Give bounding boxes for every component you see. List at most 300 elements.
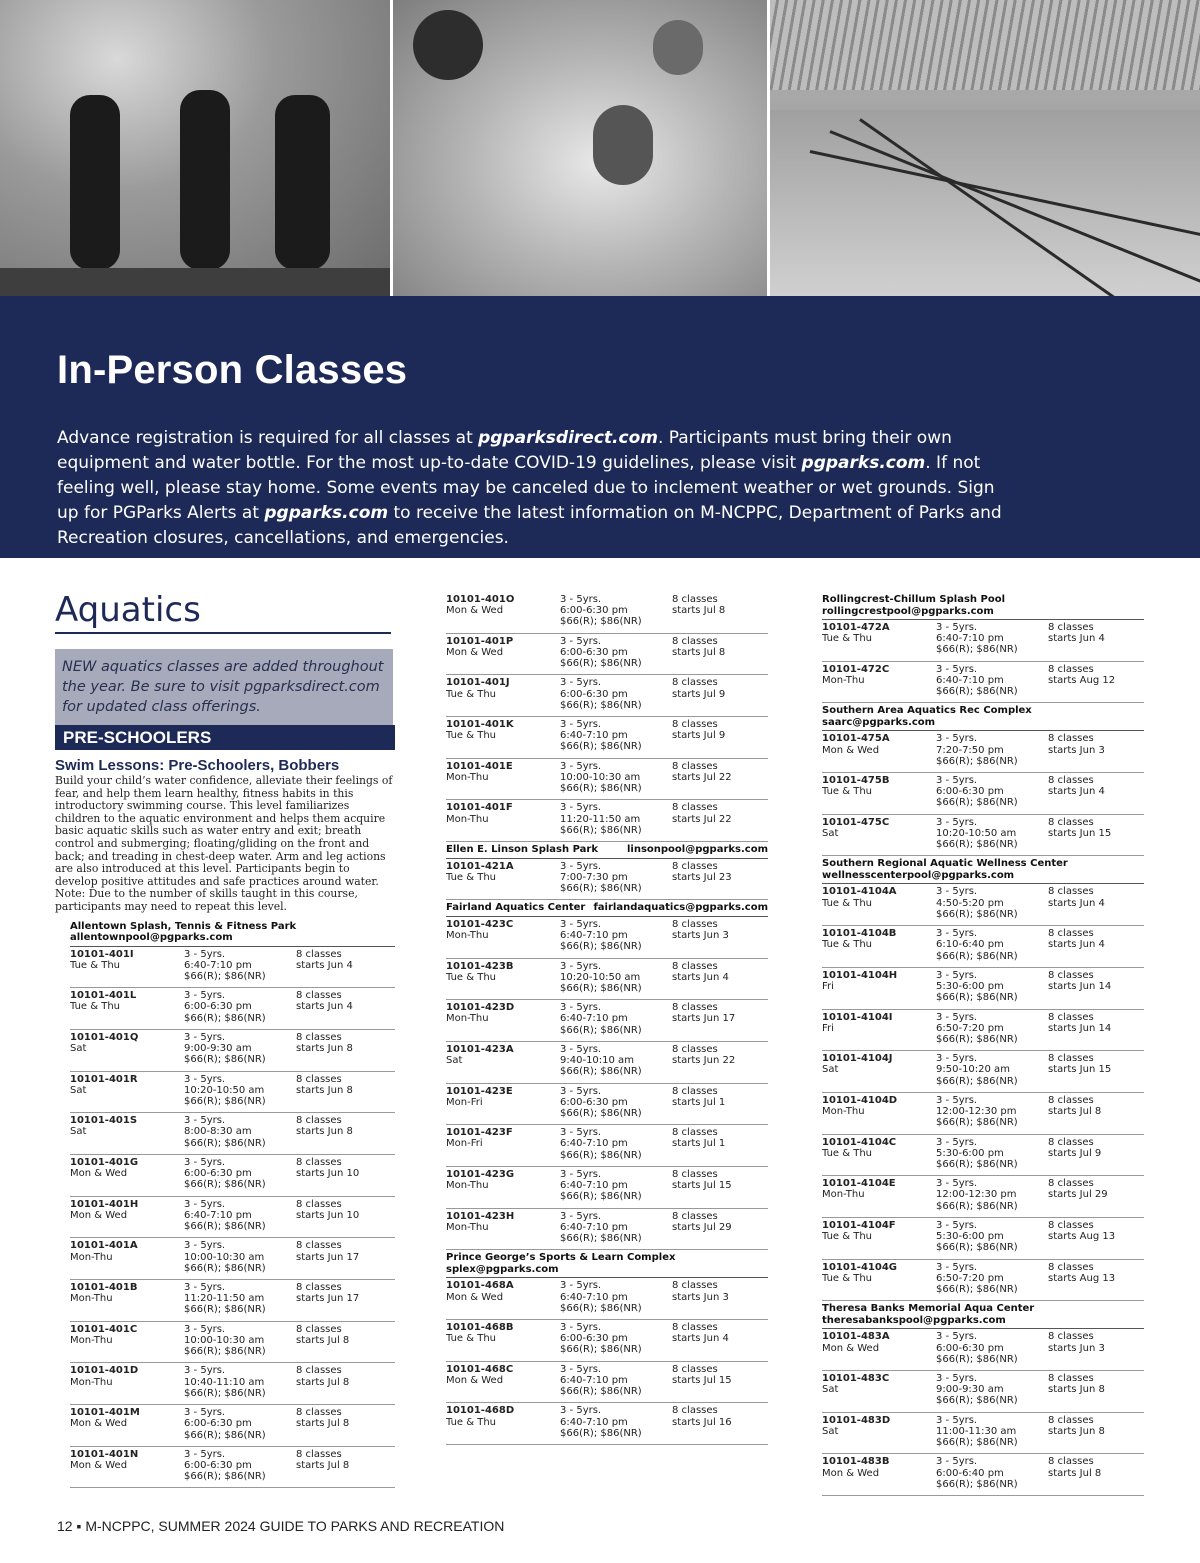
class-time: 7:20-7:50 pm — [936, 744, 1004, 756]
class-session-cell — [672, 961, 768, 1000]
class-age: 3 - 5yrs. — [560, 1322, 602, 1333]
class-row[interactable] — [70, 1072, 395, 1114]
class-days: Tue & Thu — [822, 1147, 873, 1159]
class-days: Mon-Thu — [446, 771, 489, 783]
class-row[interactable] — [822, 1260, 1144, 1302]
class-age: 3 - 5yrs. — [184, 1198, 226, 1210]
class-start: starts Jun 8 — [296, 1126, 353, 1138]
class-row[interactable] — [822, 1051, 1144, 1093]
class-days: Tue & Thu — [822, 939, 873, 951]
class-detail-cell — [560, 919, 672, 958]
class-code: 10101-401E — [446, 760, 513, 772]
venue-block — [55, 919, 395, 1489]
class-start: starts Jul 8 — [1048, 1467, 1102, 1479]
class-days: Mon-Fri — [446, 1138, 483, 1150]
class-age: 3 - 5yrs. — [184, 990, 226, 1002]
class-id-cell — [446, 1002, 560, 1041]
venue-block — [822, 1301, 1144, 1496]
class-count: 8 classes — [1048, 775, 1094, 787]
class-list — [822, 884, 1144, 1301]
class-days: Mon-Thu — [446, 1013, 489, 1025]
class-list — [446, 859, 768, 901]
class-id-cell — [822, 817, 936, 856]
class-days: Mon-Thu — [70, 1251, 113, 1263]
class-days: Mon-Fri — [446, 1096, 483, 1108]
class-start: starts Jul 23 — [672, 871, 732, 883]
class-session-cell — [1048, 1178, 1144, 1217]
class-days: Tue & Thu — [822, 1272, 873, 1284]
class-fee: $66(R); $86(NR) — [184, 1471, 266, 1483]
class-row[interactable] — [446, 1209, 768, 1251]
class-row[interactable] — [822, 926, 1144, 968]
class-detail-cell — [560, 1322, 672, 1361]
class-count: 8 classes — [296, 1031, 342, 1043]
class-detail-cell — [936, 817, 1048, 856]
class-row[interactable] — [446, 675, 768, 717]
class-row[interactable] — [822, 884, 1144, 926]
class-age: 3 - 5yrs. — [936, 1219, 978, 1231]
class-start: starts Jun 3 — [1048, 1342, 1105, 1354]
class-age: 3 - 5yrs. — [936, 733, 978, 745]
class-session-cell — [1048, 1456, 1144, 1495]
class-days: Mon & Wed — [446, 646, 504, 658]
class-detail-cell — [184, 1199, 296, 1238]
class-code: 10101-401P — [446, 635, 514, 647]
swimmer-figure — [593, 105, 653, 185]
class-row[interactable] — [446, 1403, 768, 1445]
class-count: 8 classes — [672, 1210, 718, 1222]
class-row[interactable] — [446, 634, 768, 676]
class-time: 10:00-10:30 am — [184, 1251, 265, 1263]
class-count: 8 classes — [672, 860, 718, 872]
class-row[interactable] — [446, 859, 768, 901]
class-row[interactable] — [446, 917, 768, 959]
class-code: 10101-401D — [70, 1365, 139, 1377]
class-row[interactable] — [70, 988, 395, 1030]
class-row[interactable] — [822, 620, 1144, 662]
class-age: 3 - 5yrs. — [560, 594, 602, 605]
class-detail-cell — [560, 802, 672, 841]
class-detail-cell — [936, 1456, 1048, 1495]
class-time: 6:40-7:10 pm — [936, 633, 1004, 645]
class-id-cell — [446, 1127, 560, 1166]
class-age: 3 - 5yrs. — [936, 1011, 978, 1023]
class-row[interactable] — [822, 662, 1144, 704]
class-row[interactable] — [70, 1363, 395, 1405]
class-time: 10:20-10:50 am — [936, 827, 1017, 839]
class-code: 10101-421A — [446, 860, 514, 872]
class-detail-cell — [936, 1262, 1048, 1301]
class-session-cell — [1048, 1220, 1144, 1259]
class-fee: $66(R); $86(NR) — [560, 699, 642, 711]
class-row[interactable] — [822, 773, 1144, 815]
class-days: Mon & Wed — [822, 1467, 880, 1479]
class-fee: $66(R); $86(NR) — [936, 950, 1018, 962]
class-days: Mon & Wed — [446, 1374, 504, 1386]
class-age: 3 - 5yrs. — [936, 1373, 978, 1384]
venue-header — [822, 592, 1144, 620]
class-row[interactable] — [446, 1000, 768, 1042]
class-count: 8 classes — [672, 1322, 718, 1333]
class-age: 3 - 5yrs. — [936, 775, 978, 787]
class-list — [70, 947, 395, 1489]
class-code: 10101-401N — [70, 1448, 139, 1460]
class-id-cell — [446, 1211, 560, 1250]
class-code: 10101-4104J — [822, 1053, 893, 1065]
class-age: 3 - 5yrs. — [184, 1073, 226, 1085]
class-detail-cell — [560, 594, 672, 633]
class-count: 8 classes — [1048, 1136, 1094, 1148]
class-id-cell — [822, 886, 936, 925]
class-row[interactable] — [70, 1322, 395, 1364]
class-detail-cell — [936, 1012, 1048, 1051]
class-code: 10101-468C — [446, 1363, 514, 1375]
class-row[interactable] — [446, 592, 768, 634]
class-fee: $66(R); $86(NR) — [184, 1429, 266, 1441]
class-row[interactable] — [446, 1167, 768, 1209]
column-1 — [55, 590, 395, 1488]
class-days: Mon-Thu — [446, 930, 489, 942]
class-row[interactable] — [822, 1176, 1144, 1218]
website-link[interactable]: pgparksdirect.com — [478, 428, 658, 448]
page-footer: 12 ▪ M-NCPPC, SUMMER 2024 GUIDE TO PARKS AND RECREATION — [57, 1518, 505, 1534]
class-session-cell — [672, 1127, 768, 1166]
section-title: Aquatics — [55, 590, 391, 634]
pool-edge — [0, 268, 390, 296]
class-days: Mon & Wed — [822, 1342, 880, 1354]
class-session-cell — [1048, 622, 1144, 661]
class-code: 10101-423A — [446, 1043, 514, 1055]
class-time: 6:00-6:30 pm — [560, 688, 628, 700]
class-time: 6:00-6:30 pm — [184, 1459, 252, 1471]
class-list — [446, 592, 768, 842]
class-time: 6:00-6:30 pm — [184, 1168, 252, 1180]
class-id-cell — [446, 1405, 560, 1444]
class-fee: $66(R); $86(NR) — [184, 970, 266, 982]
class-code: 10101-468D — [446, 1405, 515, 1417]
class-days: Tue & Thu — [70, 959, 121, 971]
class-age: 3 - 5yrs. — [936, 1331, 978, 1343]
class-row[interactable] — [822, 1218, 1144, 1260]
venue-email[interactable]: theresabankspool@pgparks.com — [822, 1314, 1006, 1326]
class-row[interactable] — [822, 968, 1144, 1010]
class-code: 10101-475B — [822, 775, 890, 787]
class-id-cell — [822, 733, 936, 772]
class-id-cell — [446, 1169, 560, 1208]
class-session-cell — [1048, 1415, 1144, 1454]
class-fee: $66(R); $86(NR) — [936, 1353, 1018, 1365]
class-start: starts Jun 8 — [1048, 1425, 1105, 1437]
class-session-cell — [296, 1157, 395, 1196]
class-id-cell — [446, 677, 560, 716]
class-code: 10101-468A — [446, 1280, 514, 1292]
pool-roof — [770, 0, 1200, 90]
class-code: 10101-401R — [70, 1073, 138, 1085]
class-start: starts Jul 15 — [672, 1374, 732, 1386]
class-age: 3 - 5yrs. — [936, 1094, 978, 1106]
class-session-cell — [1048, 817, 1144, 856]
class-start: starts Jun 17 — [672, 1013, 736, 1025]
class-row[interactable] — [446, 1042, 768, 1084]
class-days: Mon & Wed — [446, 1291, 504, 1303]
class-row[interactable] — [446, 759, 768, 801]
class-fee: $66(R); $86(NR) — [184, 1012, 266, 1024]
class-row[interactable] — [822, 731, 1144, 773]
class-count: 8 classes — [1048, 886, 1094, 898]
class-row[interactable] — [70, 1280, 395, 1322]
venue-header — [822, 703, 1144, 731]
class-time: 6:40-7:10 pm — [560, 1416, 628, 1428]
class-detail-cell — [560, 636, 672, 675]
class-row[interactable] — [70, 1405, 395, 1447]
class-time: 12:00-12:30 pm — [936, 1106, 1017, 1118]
class-code: 10101-475A — [822, 733, 890, 745]
class-row[interactable] — [822, 1413, 1144, 1455]
venue-email[interactable]: fairlandaquatics@pgparks.com — [593, 902, 768, 914]
class-start: starts Jun 8 — [296, 1084, 353, 1096]
class-time: 6:40-7:10 pm — [560, 1013, 628, 1025]
class-detail-cell — [936, 664, 1048, 703]
class-age: 3 - 5yrs. — [560, 1043, 602, 1055]
class-session-cell — [1048, 664, 1144, 703]
class-id-cell — [446, 802, 560, 841]
venue-email[interactable]: splex@pgparks.com — [446, 1263, 559, 1275]
class-age: 3 - 5yrs. — [184, 948, 226, 960]
class-fee: $66(R); $86(NR) — [184, 1096, 266, 1107]
class-fee: $66(R); $86(NR) — [560, 741, 642, 753]
class-code: 10101-401G — [70, 1156, 139, 1168]
class-fee: $66(R); $86(NR) — [560, 616, 642, 628]
venue-header — [70, 919, 395, 947]
class-count: 8 classes — [296, 948, 342, 960]
class-time: 9:50-10:20 am — [936, 1064, 1010, 1076]
class-row[interactable] — [70, 1113, 395, 1155]
class-code: 10101-423H — [446, 1210, 515, 1222]
class-detail-cell — [936, 1095, 1048, 1134]
class-row[interactable] — [70, 947, 395, 989]
class-session-cell — [672, 1364, 768, 1403]
venue-email[interactable]: allentownpool@pgparks.com — [70, 932, 233, 944]
class-session-cell — [672, 1280, 768, 1319]
class-id-cell — [70, 949, 184, 988]
photo-indoor-pool — [770, 0, 1200, 296]
class-age: 3 - 5yrs. — [560, 1280, 602, 1292]
class-id-cell — [70, 1449, 184, 1488]
class-row[interactable] — [822, 1093, 1144, 1135]
class-time: 11:00-11:30 am — [936, 1425, 1017, 1437]
class-row[interactable] — [446, 800, 768, 842]
class-row[interactable] — [70, 1447, 395, 1489]
class-count: 8 classes — [296, 1448, 342, 1460]
class-fee: $66(R); $86(NR) — [936, 908, 1018, 920]
venue-email[interactable]: rollingcrestpool@pgparks.com — [822, 605, 994, 617]
class-time: 6:50-7:20 pm — [936, 1022, 1004, 1034]
class-code: 10101-423E — [446, 1085, 513, 1097]
class-time: 6:10-6:40 pm — [936, 939, 1004, 951]
class-start: starts Jul 1 — [672, 1096, 726, 1108]
class-session-cell — [1048, 1095, 1144, 1134]
class-start: starts Jun 10 — [296, 1209, 360, 1221]
class-age: 3 - 5yrs. — [184, 1407, 226, 1419]
class-count: 8 classes — [672, 1168, 718, 1180]
venue-email[interactable]: wellnesscenterpool@pgparks.com — [822, 869, 1015, 881]
class-start: starts Jun 4 — [1048, 939, 1105, 951]
class-age: 3 - 5yrs. — [560, 760, 602, 772]
class-row[interactable] — [70, 1197, 395, 1239]
info-note: NEW aquatics classes are added throughout the year. Be sure to visit pgparksdirect.com for updated class offerings. — [55, 649, 393, 725]
class-age: 3 - 5yrs. — [936, 969, 978, 981]
class-row[interactable] — [70, 1030, 395, 1072]
class-days: Sat — [822, 827, 839, 839]
class-code: 10101-401F — [446, 802, 513, 814]
class-list — [822, 1329, 1144, 1496]
class-row[interactable] — [822, 815, 1144, 857]
class-session-cell — [672, 594, 768, 633]
class-count: 8 classes — [672, 1280, 718, 1292]
course-description: Build your child’s water confidence, alleviate their feelings of fear, and help them learn healthy, fitness habits in this introductory swimming course. This level familiarizes children to the aquatic environment and helps them acquire basic aquatic skills such as water entry and exit; breath control and submerging; floating/gliding on the front and back; and treading in chest-deep water. Arm and leg actions are also introduced at this level. Participants begin to develop positive attitudes and safe practices around water. Note: Due to the number of skills taught in this course, participants may need to repeat this level. — [55, 774, 393, 913]
website-link[interactable]: pgparks.com — [801, 453, 926, 473]
class-time: 4:50-5:20 pm — [936, 897, 1004, 909]
class-row[interactable] — [446, 1084, 768, 1126]
class-row[interactable] — [446, 1125, 768, 1167]
diver-figure — [275, 95, 330, 270]
class-session-cell — [672, 1211, 768, 1250]
class-id-cell — [822, 1137, 936, 1176]
class-detail-cell — [560, 1044, 672, 1083]
class-days: Mon-Thu — [446, 813, 489, 825]
class-days: Sat — [70, 1126, 87, 1138]
class-code: 10101-472C — [822, 663, 890, 675]
class-detail-cell — [936, 622, 1048, 661]
class-id-cell — [70, 1407, 184, 1446]
class-time: 6:00-6:30 pm — [936, 1342, 1004, 1354]
class-time: 6:40-7:10 pm — [560, 1138, 628, 1150]
class-session-cell — [296, 1324, 395, 1363]
class-start: starts Jun 3 — [672, 1291, 729, 1303]
class-start: starts Jun 3 — [672, 930, 729, 942]
class-start: starts Jun 4 — [1048, 633, 1105, 645]
class-fee: $66(R); $86(NR) — [184, 1054, 266, 1066]
class-fee: $66(R); $86(NR) — [184, 1346, 266, 1358]
class-age: 3 - 5yrs. — [560, 1127, 602, 1139]
class-time: 6:00-6:30 pm — [936, 786, 1004, 798]
class-row[interactable] — [822, 1329, 1144, 1371]
class-count: 8 classes — [672, 719, 718, 731]
class-detail-cell — [560, 761, 672, 800]
class-row[interactable] — [70, 1238, 395, 1280]
class-fee: $66(R); $86(NR) — [184, 1179, 266, 1191]
class-days: Mon-Thu — [822, 1189, 865, 1201]
class-time: 6:40-7:10 pm — [184, 1209, 252, 1221]
class-session-cell — [296, 1115, 395, 1154]
photo-divers — [0, 0, 390, 296]
class-session-cell — [1048, 1262, 1144, 1301]
class-session-cell — [1048, 1373, 1144, 1412]
venue-email[interactable]: saarc@pgparks.com — [822, 716, 936, 728]
class-detail-cell — [184, 1324, 296, 1363]
class-start: starts Jul 9 — [672, 688, 726, 700]
class-age: 3 - 5yrs. — [560, 1363, 602, 1375]
class-start: starts Jul 8 — [672, 605, 726, 617]
class-session-cell — [672, 1086, 768, 1125]
class-days: Tue & Thu — [70, 1001, 121, 1013]
class-start: starts Jun 17 — [296, 1251, 360, 1263]
class-row[interactable] — [822, 1454, 1144, 1496]
venue-block — [446, 592, 768, 842]
class-row[interactable] — [446, 959, 768, 1001]
class-row[interactable] — [446, 1278, 768, 1320]
class-start: starts Jul 9 — [672, 730, 726, 742]
class-code: 10101-472A — [822, 622, 890, 633]
class-session-cell — [296, 990, 395, 1029]
class-count: 8 classes — [296, 1282, 342, 1294]
class-count: 8 classes — [1048, 1053, 1094, 1065]
class-age: 3 - 5yrs. — [936, 1261, 978, 1273]
class-row[interactable] — [70, 1155, 395, 1197]
class-detail-cell — [184, 949, 296, 988]
photo-swimmers — [393, 0, 767, 296]
class-time: 6:40-7:10 pm — [560, 1221, 628, 1233]
class-row[interactable] — [446, 1320, 768, 1362]
class-detail-cell — [560, 861, 672, 900]
class-id-cell — [822, 1331, 936, 1370]
class-row[interactable] — [822, 1371, 1144, 1413]
class-detail-cell — [560, 1127, 672, 1166]
class-session-cell — [1048, 1137, 1144, 1176]
class-time: 6:40-7:10 pm — [560, 730, 628, 742]
class-id-cell — [446, 1044, 560, 1083]
class-id-cell — [446, 594, 560, 633]
class-count: 8 classes — [1048, 1011, 1094, 1023]
class-detail-cell — [560, 961, 672, 1000]
class-session-cell — [1048, 886, 1144, 925]
class-time: 5:30-6:00 pm — [936, 1231, 1004, 1243]
class-fee: $66(R); $86(NR) — [936, 797, 1018, 809]
class-code: 10101-468B — [446, 1322, 514, 1333]
class-row[interactable] — [822, 1135, 1144, 1177]
class-row[interactable] — [446, 717, 768, 759]
class-session-cell — [1048, 1053, 1144, 1092]
venue-email[interactable]: linsonpool@pgparks.com — [626, 844, 768, 856]
class-age: 3 - 5yrs. — [560, 719, 602, 731]
class-code: 10101-4104G — [822, 1261, 897, 1273]
class-row[interactable] — [822, 1010, 1144, 1052]
class-age: 3 - 5yrs. — [184, 1282, 226, 1294]
class-row[interactable] — [446, 1362, 768, 1404]
class-count: 8 classes — [672, 1085, 718, 1097]
class-start: starts Jun 10 — [296, 1168, 360, 1180]
intro-text: Advance registration is required for all classes at pgparksdirect.com. Participants must bring their own equipment and water bottle. For the most up-to-date COVID-19 guidelines, please visit pgparks.com. If not feeling well, please stay home. Some events may be canceled due to inclement weather or wet grounds. Sign up for PGParks Alerts at pgparks.com to receive the latest information on M-NCPPC, Department of Parks and Recreation closures, cancellations, and emergencies. — [57, 428, 1002, 548]
website-link[interactable]: pgparks.com — [264, 503, 389, 523]
class-age: 3 - 5yrs. — [936, 928, 978, 940]
class-start: starts Jul 22 — [672, 813, 732, 825]
class-time: 10:00-10:30 am — [560, 771, 641, 783]
class-days: Sat — [822, 1425, 839, 1437]
class-id-cell — [70, 1282, 184, 1321]
class-start: starts Jun 17 — [296, 1293, 360, 1305]
class-count: 8 classes — [296, 1240, 342, 1252]
class-count: 8 classes — [1048, 928, 1094, 940]
page-title: In-Person Classes — [57, 348, 408, 392]
class-age: 3 - 5yrs. — [936, 663, 978, 675]
class-session-cell — [296, 1282, 395, 1321]
class-start: starts Jul 8 — [296, 1376, 350, 1388]
class-start: starts Jul 8 — [296, 1418, 350, 1430]
class-days: Mon-Thu — [70, 1376, 113, 1388]
class-detail-cell — [936, 886, 1048, 925]
class-detail-cell — [184, 1449, 296, 1488]
class-count: 8 classes — [296, 1073, 342, 1085]
